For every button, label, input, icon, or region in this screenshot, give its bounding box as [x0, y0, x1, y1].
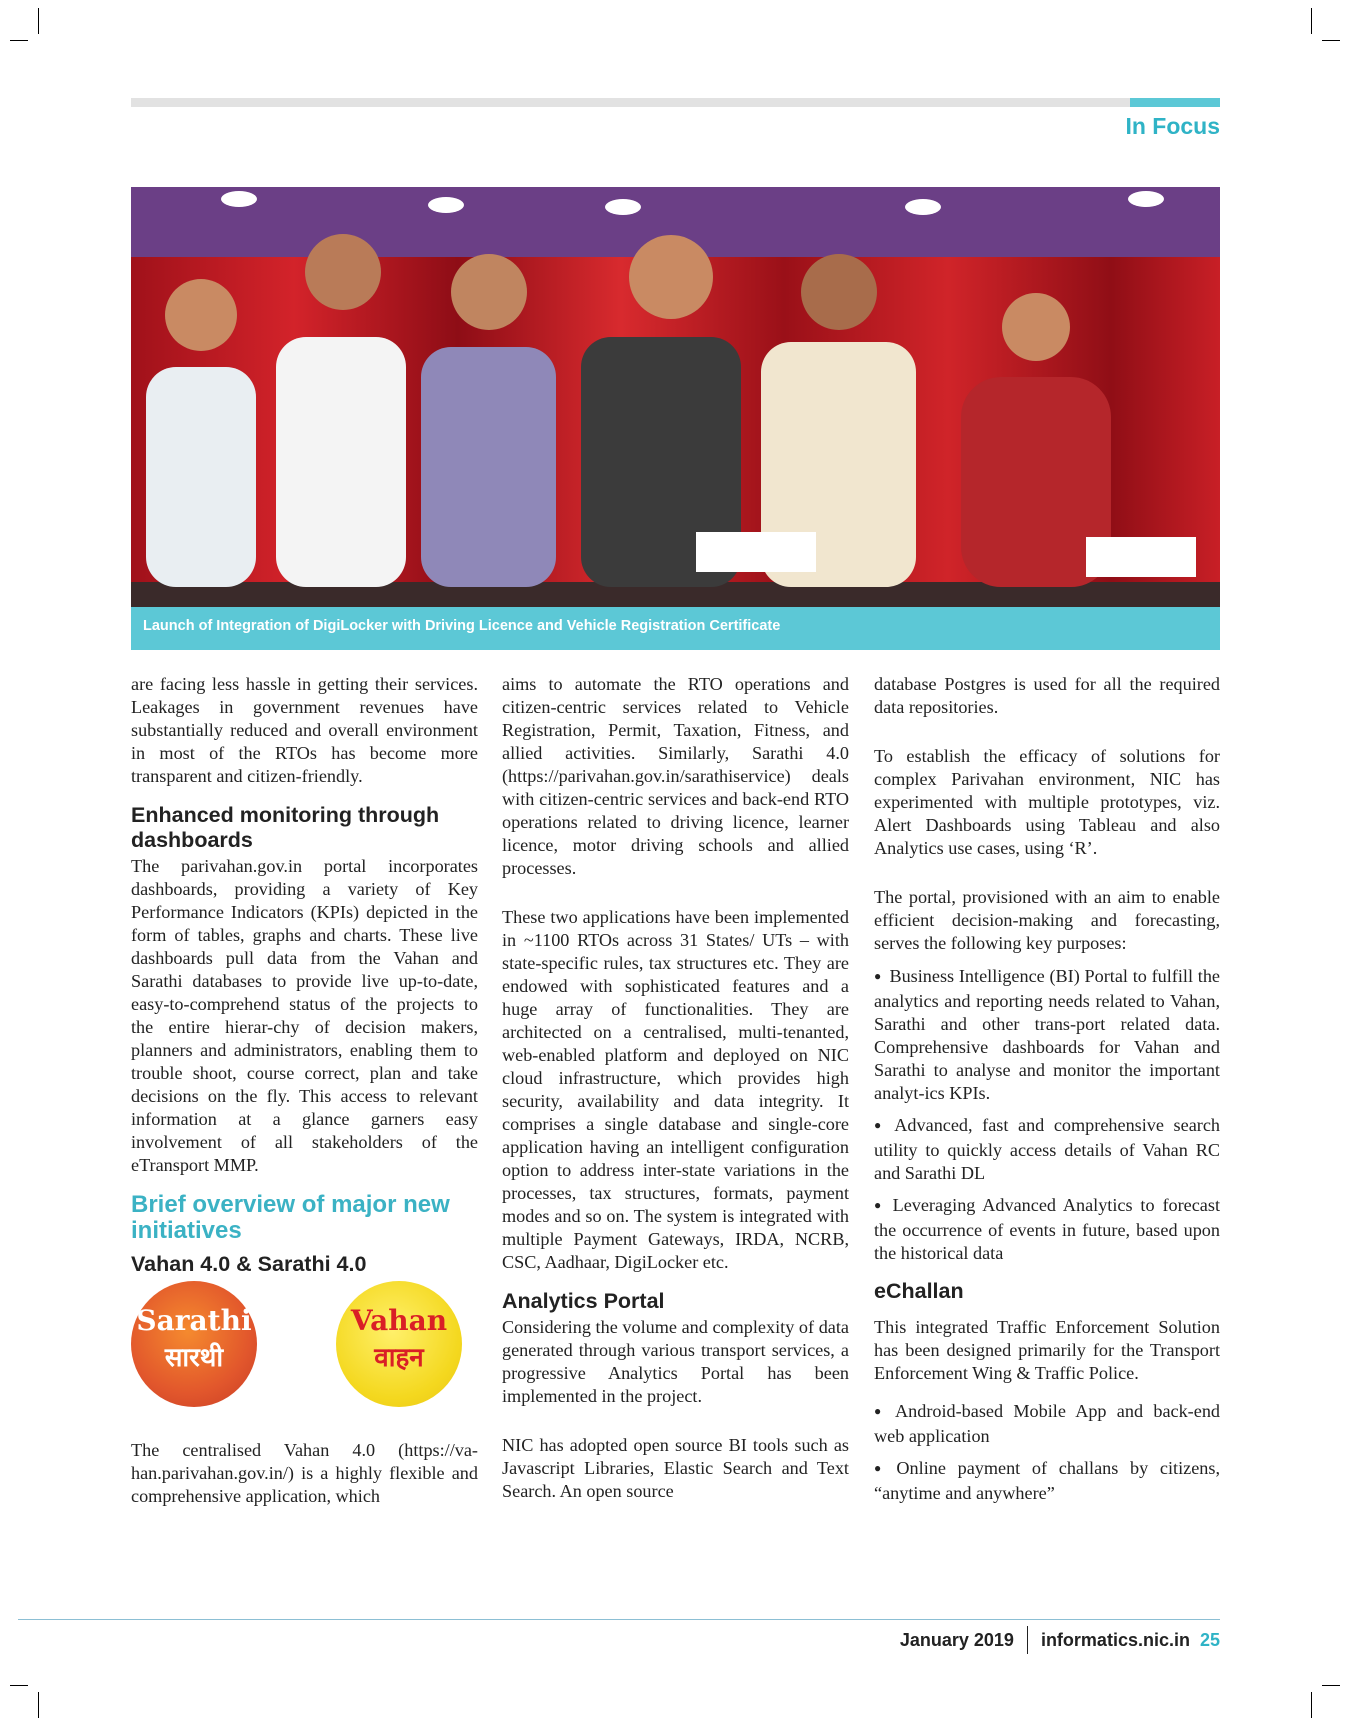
crop-mark — [1311, 1692, 1312, 1718]
paragraph: are facing less hassle in getting their services. Leakages in government revenues have substantially reduced and overall environment in most of the RTOs has become more transparent and citizen-friendly. — [131, 674, 478, 786]
paragraph: The portal, provisioned with an aim to enable efficient decision-making and forecasting, serves the following key purposes: — [874, 887, 1220, 953]
paragraph: The centralised Vahan 4.0 (https://va-han.parivahan.gov.in/) is a highly flexible and comprehensive application, which — [131, 1440, 478, 1506]
paragraph: aims to automate the RTO operations and citizen-centric services related to Vehicle Registration, Permit, Taxation, Fitness, and allied activities. Similarly, Sarathi 4.0 (https://parivahan.gov.in/sarathiservice) deals with citizen-centric services and back-end RTO operations related to driving licence, learner licence, motor driving schools and allied processes. — [502, 674, 849, 878]
heading-enhanced-monitoring: Enhanced monitoring through dashboards — [131, 803, 440, 852]
heading-analytics-portal: Analytics Portal — [502, 1289, 665, 1313]
heading-vahan-sarathi: Vahan 4.0 & Sarathi 4.0 — [131, 1252, 367, 1276]
page-number: 25 — [1199, 1629, 1220, 1650]
list-item: ● Business Intelligence (BI) Portal to fulfill the analytics and reporting needs related to Vahan, Sarathi and other trans-port related data. Comprehensive dashboards for Vahan and Sarathi to analyse and monitor the important analyt-ics KPIs. — [874, 965, 1220, 1105]
crop-mark — [1322, 1685, 1340, 1686]
list-item: ● Android-based Mobile App and back-end web application — [874, 1400, 1220, 1448]
column-2 — [502, 673, 849, 1518]
crop-mark — [10, 1685, 28, 1686]
logos — [131, 1281, 478, 1421]
photo-caption: Launch of Integration of DigiLocker with Driving Licence and Vehicle Registration Certificate — [143, 618, 781, 634]
paragraph: The parivahan.gov.in portal incorporates dashboards, providing a variety of Key Performance Indicators (KPIs) depicted in the form of tables, graphs and charts. These live dashboards pull data from the Vahan and Sarathi databases to provide live up-to-date, easy-to-comprehend status of the projects to the entire hierar-chy of decision makers, planners and administrators, enabling them to trouble shoot, course correct, plan and take decisions on the fly. This access to relevant information at a glance garners easy involvement of all stakeholders of the eTransport MMP. — [131, 856, 478, 1175]
paragraph: To establish the efficacy of solutions for complex Parivahan environment, NIC has experimented with multiple prototypes, viz. Alert Dashboards using Tableau and also Analytics use cases, using ‘R’. — [874, 746, 1220, 858]
vahan-logo: Vahan वाहन — [336, 1281, 462, 1407]
paragraph: Considering the volume and complexity of data generated through various transport services, a progressive Analytics Portal has been implemented in the project. — [502, 1317, 849, 1406]
crop-mark — [1311, 8, 1312, 34]
footer — [900, 1626, 1220, 1654]
crop-mark — [38, 8, 39, 34]
column-1 — [131, 673, 478, 1523]
paragraph: These two applications have been implemented in ~1100 RTOs across 31 States/ UTs – with state-specific rules, tax structures etc. They are endowed with sophisticated features and a huge array of functionalities. They are architected on a centralised, multi-tenanted, web-enabled platform and deployed on NIC cloud infrastructure, which provides high security, availability and data integrity. It comprises a single database and single-core application having an intelligent configuration option to address inter-state variations in the processes, tax structures, formats, payment modes and so on. The system is integrated with multiple Payment Gateways, IRDA, NCRB, CSC, Aadhaar, DigiLocker etc. — [502, 907, 849, 1272]
header-rule — [131, 98, 1220, 107]
heading-echallan: eChallan — [874, 1279, 964, 1303]
footer-rule — [18, 1619, 1220, 1620]
paragraph: database Postgres is used for all the required data repositories. — [874, 674, 1220, 717]
paragraph: NIC has adopted open source BI tools such as Javascript Libraries, Elastic Search and Text Search. An open source — [502, 1435, 849, 1501]
event-photo — [131, 187, 1220, 607]
photo-caption-bar — [131, 607, 1220, 650]
crop-mark — [10, 40, 28, 41]
echallan-list — [874, 1400, 1220, 1505]
list-item: ● Online payment of challans by citizens, “anytime and anywhere” — [874, 1457, 1220, 1505]
crop-mark — [1322, 40, 1340, 41]
crop-mark — [38, 1692, 39, 1718]
purposes-list — [874, 965, 1220, 1265]
list-item: ● Advanced, fast and comprehensive search utility to quickly access details of Vahan RC and Sarathi DL — [874, 1114, 1220, 1185]
section-label: In Focus — [1125, 113, 1220, 139]
footer-site: informatics.nic.in — [1040, 1629, 1190, 1650]
paragraph: This integrated Traffic Enforcement Solution has been designed primarily for the Transport Enforcement Wing & Traffic Police. — [874, 1317, 1220, 1383]
column-3 — [874, 673, 1220, 1519]
footer-separator — [1027, 1626, 1028, 1654]
header-rule-accent — [1130, 98, 1220, 107]
list-item: ● Leveraging Advanced Analytics to forecast the occurrence of events in future, based upon the historical data — [874, 1194, 1220, 1265]
heading-brief-overview: Brief overview of major new initiatives — [131, 1191, 450, 1244]
sarathi-logo: Sarathi सारथी — [131, 1281, 257, 1407]
footer-date: January 2019 — [899, 1629, 1014, 1650]
